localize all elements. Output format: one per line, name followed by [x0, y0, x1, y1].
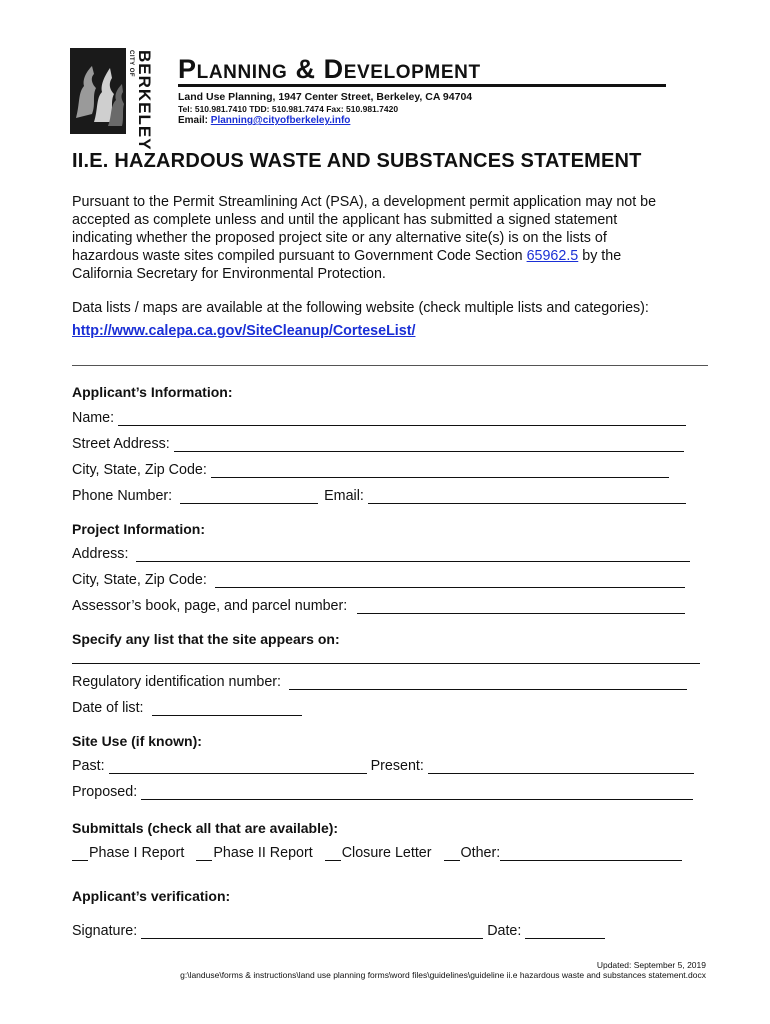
date-of-list-field[interactable] — [152, 701, 302, 716]
other-checkbox[interactable] — [444, 846, 460, 861]
regulatory-id-field[interactable] — [289, 675, 687, 690]
date-of-list-row — [72, 700, 302, 716]
intro-text: by the — [578, 248, 622, 264]
cortese-list-link[interactable]: http://www.calepa.ca.gov/SiteCleanup/CorteseList/ — [72, 323, 416, 339]
department-title: Planning & Development — [178, 54, 481, 84]
submittals-heading: Submittals (check all that are available): — [72, 820, 339, 836]
updated-date: Updated: September 5, 2019 — [596, 960, 706, 970]
phase1-checkbox[interactable] — [72, 846, 88, 861]
applicant-heading: Applicant’s Information: — [72, 384, 233, 400]
signature-field[interactable] — [141, 924, 483, 939]
logo-berkeley: BERKELEY — [135, 50, 154, 151]
field-label: Date of list: — [72, 700, 144, 716]
city-logo — [70, 48, 158, 151]
file-path: g:\landuse\forms & instructions\land use planning forms\word files\guidelines\guideline ii.e hazardous waste and substances statement.docx — [180, 970, 706, 980]
header-rule — [178, 84, 666, 87]
field-label: Email: — [324, 488, 364, 504]
project-address-field[interactable] — [136, 547, 690, 562]
field-label: Phone Number: — [72, 488, 173, 504]
section-divider — [72, 365, 708, 366]
regulatory-id-row — [72, 674, 687, 690]
other-field[interactable] — [500, 846, 682, 861]
document-title: II.E. HAZARDOUS WASTE AND SUBSTANCES STATEMENT — [72, 150, 642, 172]
site-list-heading: Specify any list that the site appears on: — [72, 631, 340, 647]
proposed-use-field[interactable] — [141, 785, 693, 800]
signature-row — [72, 923, 605, 939]
applicant-email-field[interactable] — [368, 489, 686, 504]
intro-line — [72, 247, 712, 265]
email-label: Email: — [178, 115, 209, 126]
office-email-row — [178, 115, 350, 126]
submittals-row — [72, 845, 682, 861]
past-use-field[interactable] — [109, 759, 367, 774]
intro-line: accepted as complete unless and until the applicant has submitted a signed statement — [72, 212, 618, 228]
applicant-name-row — [72, 410, 686, 426]
intro-line: California Secretary for Environmental Protection. — [72, 266, 386, 282]
project-city-field[interactable] — [215, 573, 685, 588]
field-label: Date: — [487, 923, 522, 939]
field-label: Regulatory identification number: — [72, 674, 282, 690]
site-use-heading: Site Use (if known): — [72, 733, 202, 749]
other-label: Other: — [460, 845, 501, 861]
logo-faces-icon — [70, 48, 126, 134]
phase2-label: Phase II Report — [213, 845, 313, 861]
field-label: Name: — [72, 410, 115, 426]
field-label: City, State, Zip Code: — [72, 572, 207, 588]
phase2-checkbox[interactable] — [196, 846, 212, 861]
code-section-link[interactable]: 65962.5 — [526, 248, 579, 264]
logo-city-of: CITY OF — [128, 50, 134, 78]
signature-date-field[interactable] — [525, 924, 605, 939]
assessor-parcel-field[interactable] — [357, 599, 685, 614]
intro-line: Pursuant to the Permit Streamlining Act (PSA), a development permit application may not be — [72, 194, 657, 210]
data-lists-note: Data lists / maps are available at the following website (check multiple lists and categories): — [72, 300, 649, 316]
field-label: City, State, Zip Code: — [72, 462, 207, 478]
applicant-name-field[interactable] — [118, 411, 686, 426]
applicant-city-row — [72, 462, 669, 478]
field-label: Assessor’s book, page, and parcel number: — [72, 598, 348, 614]
verification-heading: Applicant’s verification: — [72, 888, 231, 904]
closure-letter-label: Closure Letter — [341, 845, 432, 861]
project-assessor-row — [72, 598, 685, 614]
phase1-label: Phase I Report — [89, 845, 185, 861]
intro-line: indicating whether the proposed project site or any alternative site(s) is on the lists of — [72, 230, 607, 246]
office-phone: Tel: 510.981.7410 TDD: 510.981.7474 Fax: 510.981.7420 — [178, 104, 399, 114]
field-label: Past: — [72, 758, 105, 774]
site-list-field[interactable] — [72, 663, 700, 664]
field-label: Address: — [72, 546, 129, 562]
intro-paragraph — [72, 193, 712, 283]
applicant-street-field[interactable] — [174, 437, 684, 452]
site-use-proposed-row — [72, 784, 693, 800]
field-label: Street Address: — [72, 436, 170, 452]
applicant-street-row — [72, 436, 684, 452]
project-address-row — [72, 546, 690, 562]
email-link[interactable]: Planning@cityofberkeley.info — [210, 115, 351, 126]
field-label: Signature: — [72, 923, 138, 939]
applicant-city-field[interactable] — [211, 463, 669, 478]
project-heading: Project Information: — [72, 521, 206, 537]
project-city-row — [72, 572, 685, 588]
applicant-phone-row — [72, 488, 686, 504]
field-label: Present: — [370, 758, 424, 774]
office-address: Land Use Planning, 1947 Center Street, Berkeley, CA 94704 — [178, 91, 473, 103]
present-use-field[interactable] — [428, 759, 694, 774]
site-use-past-row — [72, 758, 694, 774]
field-label: Proposed: — [72, 784, 138, 800]
intro-text: hazardous waste sites compiled pursuant to Government Code Section — [72, 248, 527, 264]
applicant-phone-field[interactable] — [180, 489, 318, 504]
closure-letter-checkbox[interactable] — [325, 846, 341, 861]
